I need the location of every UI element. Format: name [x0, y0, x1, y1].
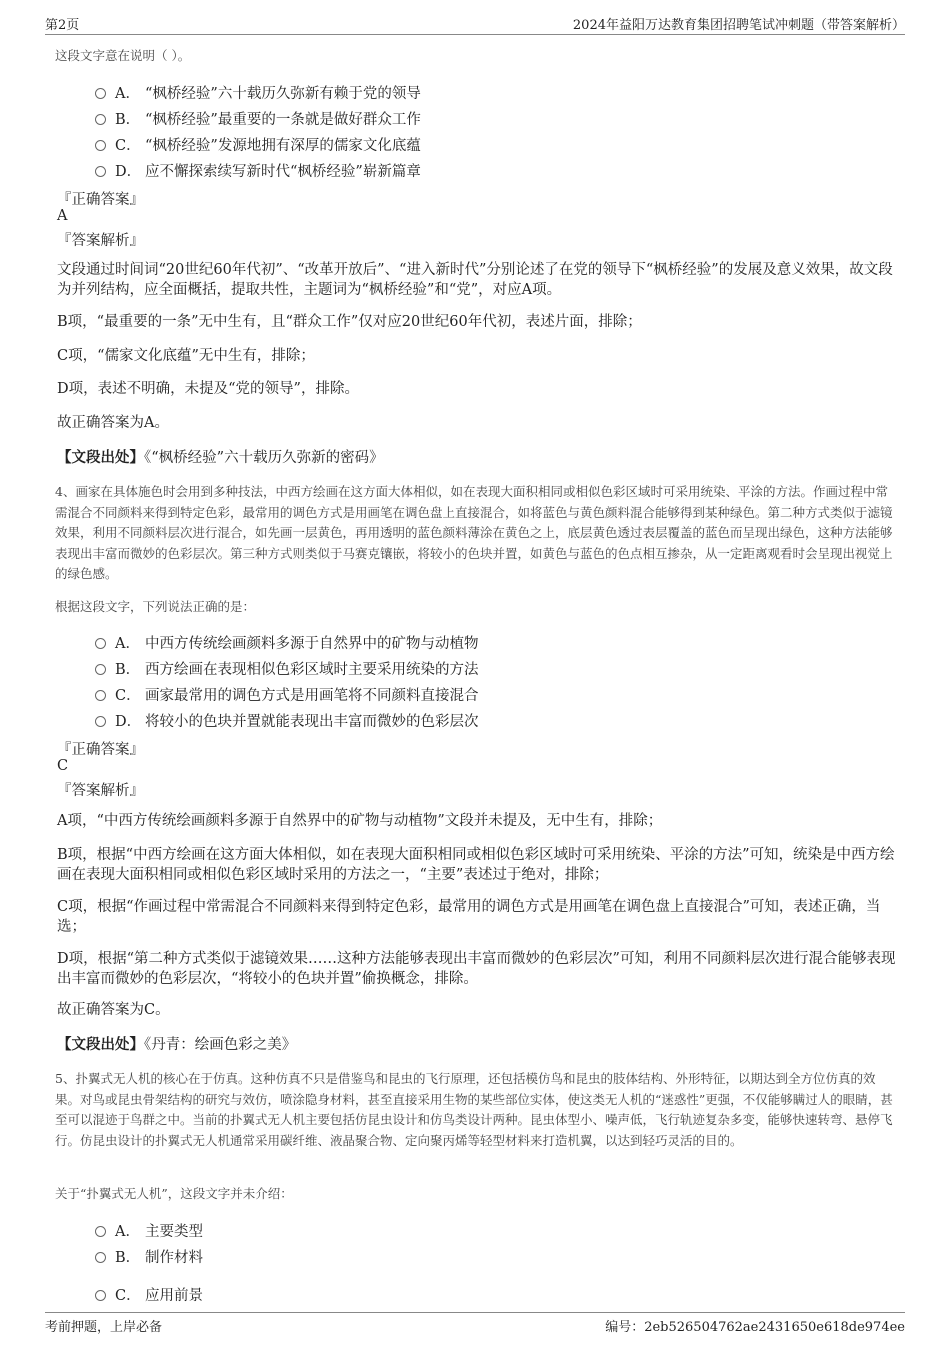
q4-prompt: 根据这段文字，下列说法正确的是：: [55, 599, 256, 614]
q5-prompt: 关于“扑翼式无人机”，这段文字并未介绍：: [55, 1186, 293, 1201]
source-text: 《“枫桥经验”六十载历久弥新的密码》: [144, 450, 384, 466]
q4-stem: 4、画家在具体施色时会用到多种技法，中西方绘画在这方面大体相似，如在表现大面积相同或相似色彩区域时可采用统染、平涂的方法。作画过程中常需混合不同颜料来得到特定色彩，最常用的调色方式是用画笔在调色盘上直接混合，如将蓝色与黄色颜料混合能够得到某种绿色。第二种方式类似于滤镜效果，利用不同颜料层次进行混合，如先画一层黄色，再用透明的蓝色颜料薄涂在黄色之上，底层黄色透过表层覆盖的蓝色而呈现出绿色，这种方法能够表现出丰富而微妙的色彩层次。第三种方式则类似于马赛克镶嵌，将较小的色块并置，如黄色与蓝色的色点相互掺杂，从一定距离观看时会呈现出视觉上的绿色感。: [55, 484, 893, 582]
radio-button[interactable]: [95, 690, 106, 701]
source-text: 《丹青：绘画色彩之美》: [144, 1037, 297, 1053]
q4-answer: C: [57, 758, 69, 774]
q4-analysis-5: 故正确答案为C。: [57, 1002, 170, 1018]
q3-prompt: 这段文字意在说明（ ）。: [55, 48, 191, 63]
document-code: 编号：2eb526504762ae2431650e618de974ee: [605, 1320, 905, 1335]
q3-analysis-2: B项，“最重要的一条”无中生有，且“群众工作”仅对应20世纪60年代初，表述片面，排除；: [57, 314, 642, 330]
q4-analysis-2: B项，根据“中西方绘画在这方面大体相似，如在表现大面积相同或相似色彩区域时可采用统染、平涂的方法”可知，统染是中西方绘画在表现大面积相同或相似色彩区域时采用的方法之一，“主要”表述过于绝对，排除；: [57, 847, 895, 883]
q4-answer-label: 『正确答案』: [57, 742, 144, 758]
q4-analysis-3: C项，根据“作画过程中常需混合不同颜料来得到特定色彩，最常用的调色方式是用画笔在调色盘上直接混合”可知，表述正确，当选；: [57, 899, 881, 935]
radio-button[interactable]: [95, 114, 106, 125]
q3-analysis-label: 『答案解析』: [57, 233, 144, 249]
q4-analysis-4: D项，根据“第二种方式类似于滤镜效果……这种方法能够表现出丰富而微妙的色彩层次”可知，利用不同颜料层次进行混合能够表现出丰富而微妙的色彩层次，“将较小的色块并置”偷换概念，排除。: [57, 951, 896, 987]
source-label: 【文段出处】: [57, 1036, 144, 1053]
q3-analysis-5: 故正确答案为A。: [57, 415, 169, 431]
radio-button[interactable]: [95, 664, 106, 675]
radio-button[interactable]: [95, 140, 106, 151]
radio-button[interactable]: [95, 638, 106, 649]
radio-button[interactable]: [95, 88, 106, 99]
radio-button[interactable]: [95, 716, 106, 727]
q3-source: [57, 448, 897, 469]
q3-analysis-4: D项，表述不明确，未提及“党的领导”，排除。: [57, 381, 359, 397]
page-footer: [45, 1312, 905, 1335]
radio-button[interactable]: [95, 1252, 106, 1263]
footer-slogan: 考前押题，上岸必备: [45, 1320, 163, 1335]
q5-stem: 5、扑翼式无人机的核心在于仿真。这种仿真不只是借鉴鸟和昆虫的飞行原理，还包括模仿鸟和昆虫的肢体结构、外形特征，以期达到全方位仿真的效果。对鸟或昆虫骨架结构的研究与效仿，喷涂隐身材料，甚至直接采用生物的某些部位实体，使这类无人机的“迷惑性”更强，不仅能够瞒过人的眼睛，甚至可以混迹于鸟群之中。当前的扑翼式无人机主要包括仿昆虫设计和仿鸟类设计两种。昆虫体型小、噪声低，飞行轨迹复杂多变，能够快速转弯、悬停飞行。仿昆虫设计的扑翼式无人机通常采用碳纤维、液晶聚合物、定向聚丙烯等轻型材料来打造机翼，以达到轻巧灵活的目的。: [55, 1071, 893, 1148]
page-header: [45, 12, 905, 35]
radio-button[interactable]: [95, 166, 106, 177]
source-label: 【文段出处】: [57, 449, 144, 466]
radio-button[interactable]: [95, 1290, 106, 1301]
q3-answer-label: 『正确答案』: [57, 192, 144, 208]
radio-button[interactable]: [95, 1226, 106, 1237]
q3-analysis-1: 文段通过时间词“20世纪60年代初”、“改革开放后”、“进入新时代”分别论述了在党的领导下“枫桥经验”的发展及意义效果，故文段为并列结构，应全面概括，提取共性，主题词为“枫桥经验”和“党”，对应A项。: [57, 262, 893, 298]
page-number: 第2页: [45, 18, 80, 33]
q4-analysis-label: 『答案解析』: [57, 783, 144, 799]
document-title: 2024年益阳万达教育集团招聘笔试冲刺题（带答案解析）: [572, 18, 905, 33]
q4-source: [57, 1035, 897, 1056]
q3-analysis-3: C项，“儒家文化底蕴”无中生有，排除；: [57, 348, 315, 364]
q4-analysis-1: A项，“中西方传统绘画颜料多源于自然界中的矿物与动植物”文段并未提及，无中生有，排除；: [57, 813, 663, 829]
q3-answer: A: [57, 208, 68, 224]
